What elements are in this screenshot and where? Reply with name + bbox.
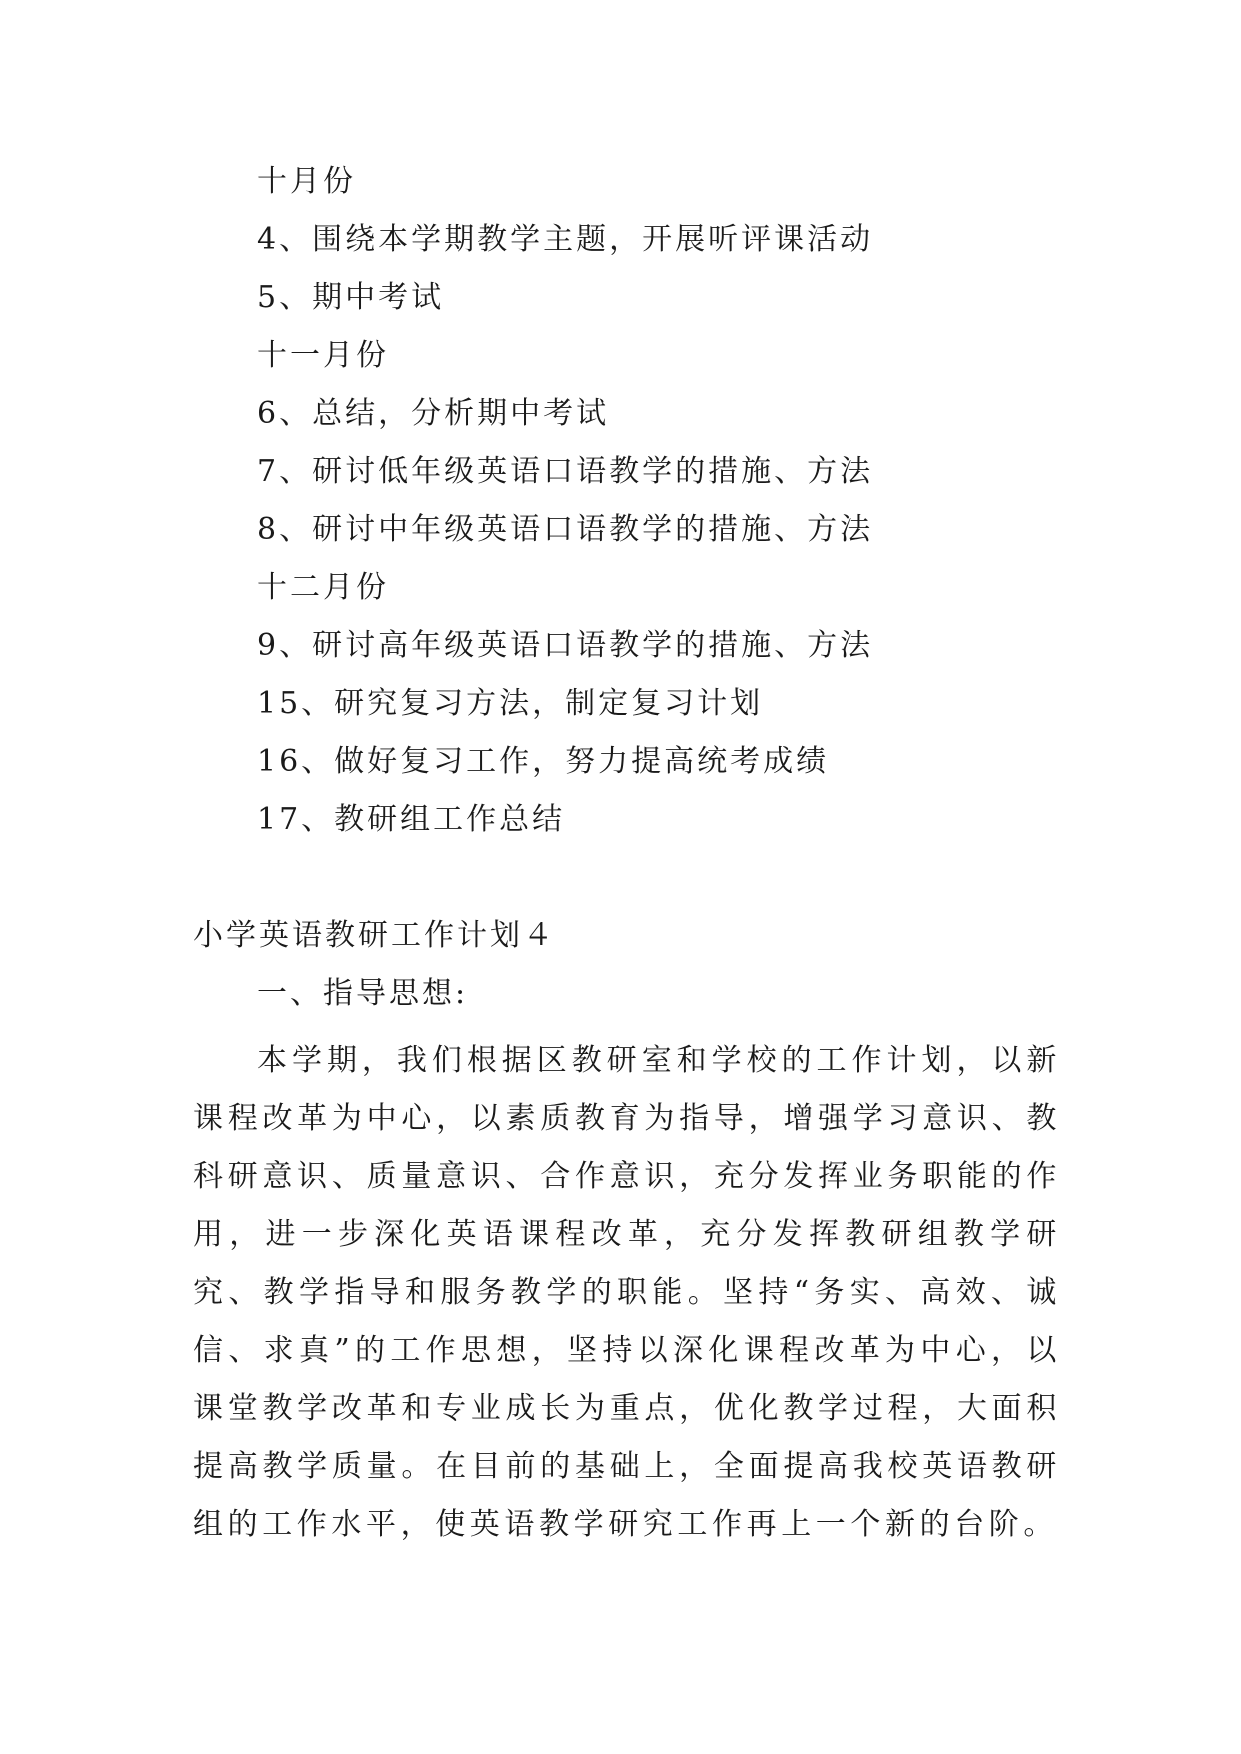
body-paragraph: 本学期，我们根据区教研室和学校的工作计划，以新课程改革为中心，以素质教育为指导，增强学习意识、教科研意识、质量意识、合作意识，充分发挥业务职能的作用，进一步深化英语课程改革，充分发挥教研组教学研究、教学指导和服务教学的职能。坚持“务实、高效、诚信、求真”的工作思想，坚持以深化课程改革为中心，以课堂教学改革和专业成长为重点，优化教学过程，大面积提高教学质量。在目前的基础上，全面提高我校英语教研组的工作水平，使英语教学研究工作再上一个新的台阶。 <box>193 1043 1061 1542</box>
schedule-item: 8、研讨中年级英语口语教学的措施、方法 <box>257 512 874 547</box>
section-title: 小学英语教研工作计划４ <box>193 918 556 953</box>
schedule-item: 6、总结，分析期中考试 <box>257 396 610 431</box>
month-heading-october: 十月份 <box>257 164 356 199</box>
month-heading-november: 十一月份 <box>257 338 389 373</box>
schedule-item: 17、教研组工作总结 <box>257 802 566 837</box>
schedule-item: 5、期中考试 <box>257 280 445 315</box>
schedule-item: 7、研讨低年级英语口语教学的措施、方法 <box>257 454 874 489</box>
section-subheading: 一、指导思想: <box>257 976 469 1011</box>
schedule-item: 9、研讨高年级英语口语教学的措施、方法 <box>257 628 874 663</box>
schedule-item: 15、研究复习方法，制定复习计划 <box>257 686 764 721</box>
month-heading-december: 十二月份 <box>257 570 389 605</box>
schedule-item: 4、围绕本学期教学主题，开展听评课活动 <box>257 222 874 257</box>
schedule-item: 16、做好复习工作，努力提高统考成绩 <box>257 744 830 779</box>
